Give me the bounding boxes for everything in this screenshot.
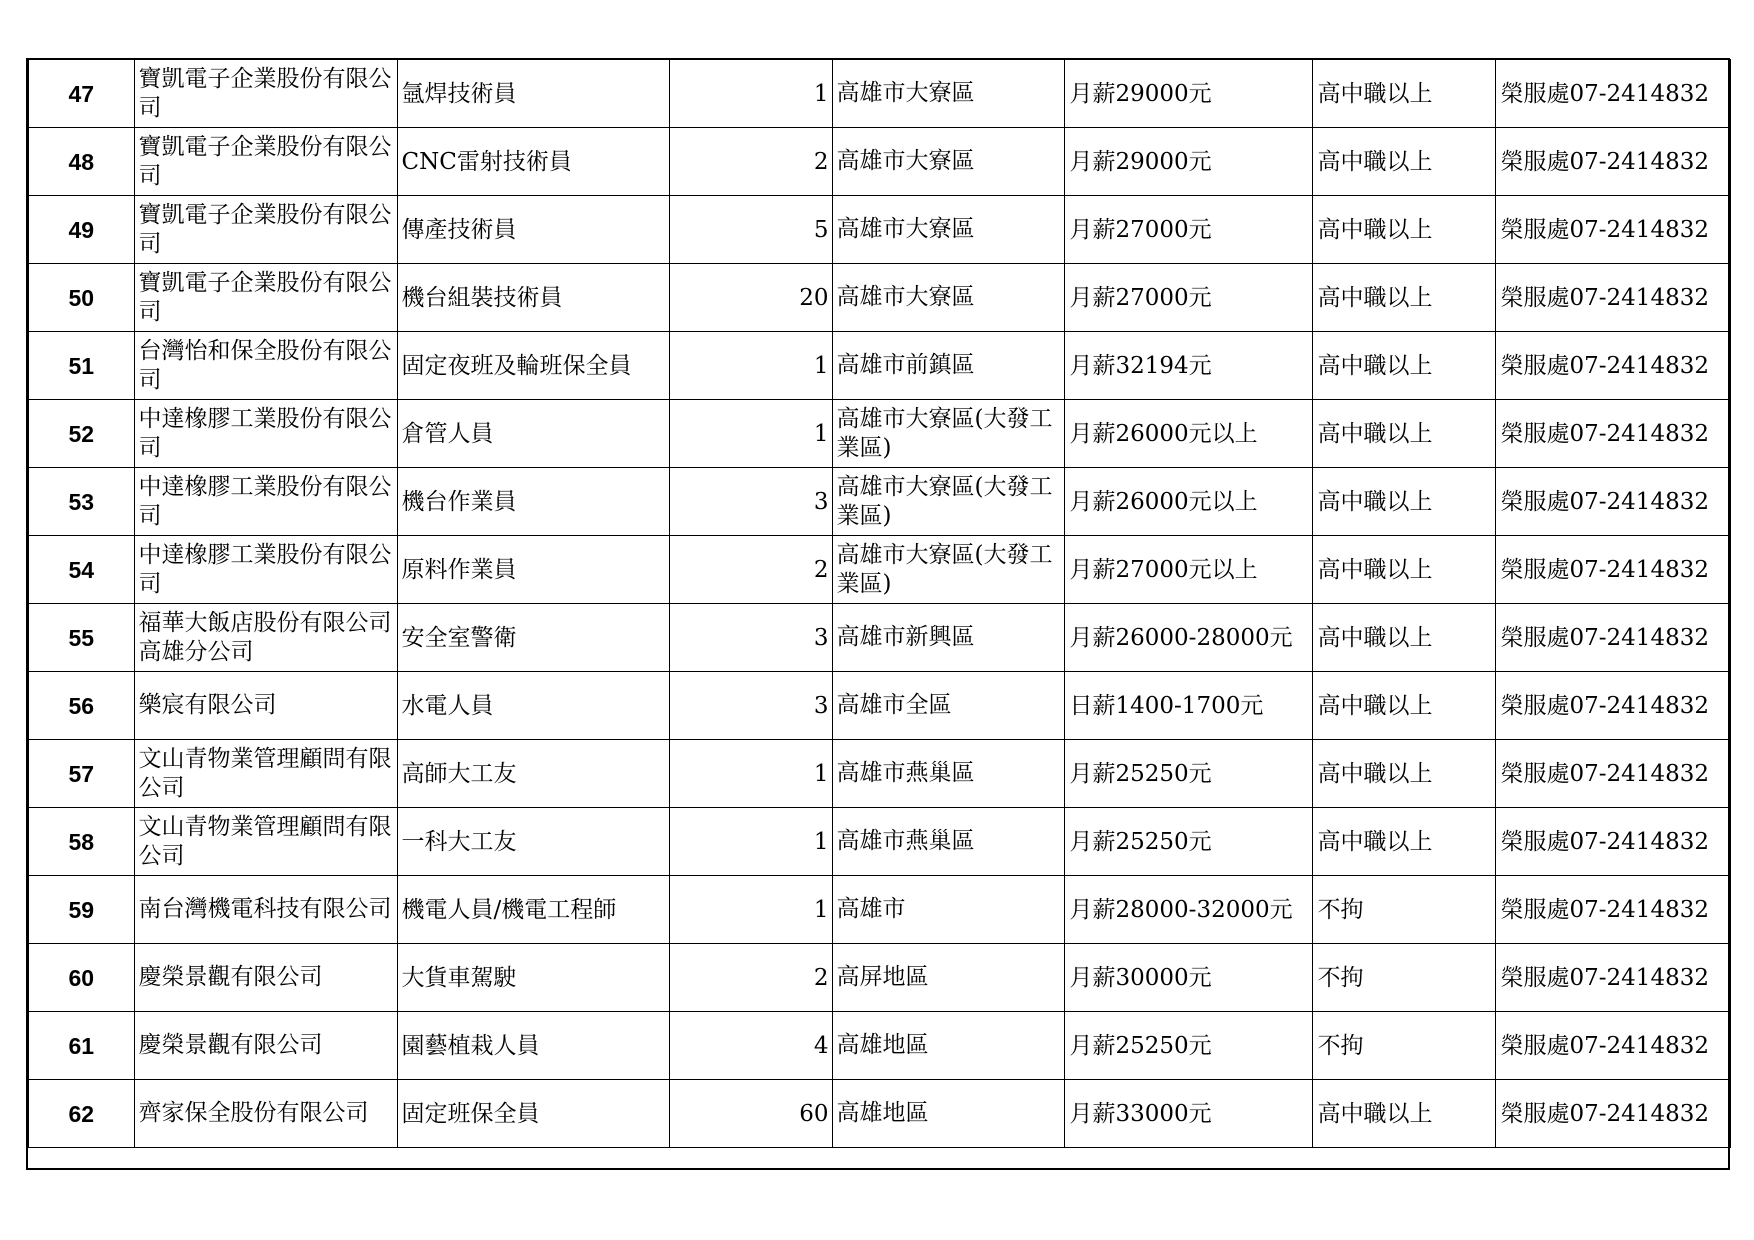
education-requirement-cell: 不拘 bbox=[1312, 876, 1495, 944]
headcount-cell: 60 bbox=[669, 1080, 832, 1148]
table-row bbox=[28, 196, 1730, 264]
contact-info-cell: 榮服處07-2414832 bbox=[1495, 400, 1730, 468]
job-title-cell: 機台作業員 bbox=[397, 468, 669, 536]
contact-info-cell: 榮服處07-2414832 bbox=[1495, 128, 1730, 196]
education-requirement-cell: 高中職以上 bbox=[1312, 196, 1495, 264]
salary-cell: 月薪26000元以上 bbox=[1064, 468, 1312, 536]
headcount-cell: 2 bbox=[669, 128, 832, 196]
headcount-cell: 20 bbox=[669, 264, 832, 332]
job-title-cell: CNC雷射技術員 bbox=[397, 128, 669, 196]
company-name-cell: 南台灣機電科技有限公司 bbox=[134, 876, 397, 944]
table-row bbox=[28, 332, 1730, 400]
contact-info-cell: 榮服處07-2414832 bbox=[1495, 944, 1730, 1012]
table-row bbox=[28, 468, 1730, 536]
company-name-cell: 文山青物業管理顧問有限公司 bbox=[134, 808, 397, 876]
salary-cell: 月薪32194元 bbox=[1064, 332, 1312, 400]
salary-cell: 月薪25250元 bbox=[1064, 808, 1312, 876]
work-location-cell: 高雄市大寮區(大發工業區) bbox=[832, 536, 1064, 604]
contact-info-cell: 榮服處07-2414832 bbox=[1495, 196, 1730, 264]
contact-info-cell: 榮服處07-2414832 bbox=[1495, 604, 1730, 672]
salary-cell: 月薪29000元 bbox=[1064, 60, 1312, 128]
company-name-cell: 慶榮景觀有限公司 bbox=[134, 944, 397, 1012]
salary-cell: 月薪30000元 bbox=[1064, 944, 1312, 1012]
work-location-cell: 高雄市新興區 bbox=[832, 604, 1064, 672]
company-name-cell: 中達橡膠工業股份有限公司 bbox=[134, 536, 397, 604]
row-number-cell: 60 bbox=[28, 944, 134, 1012]
headcount-cell: 2 bbox=[669, 944, 832, 1012]
headcount-cell: 3 bbox=[669, 672, 832, 740]
table-row bbox=[28, 604, 1730, 672]
job-title-cell: 傳產技術員 bbox=[397, 196, 669, 264]
headcount-cell: 3 bbox=[669, 604, 832, 672]
company-name-cell: 樂宸有限公司 bbox=[134, 672, 397, 740]
company-name-cell: 中達橡膠工業股份有限公司 bbox=[134, 468, 397, 536]
headcount-cell: 1 bbox=[669, 740, 832, 808]
education-requirement-cell: 高中職以上 bbox=[1312, 264, 1495, 332]
job-listing-table bbox=[27, 59, 1731, 1148]
salary-cell: 月薪25250元 bbox=[1064, 1012, 1312, 1080]
salary-cell: 月薪26000元以上 bbox=[1064, 400, 1312, 468]
row-number-cell: 57 bbox=[28, 740, 134, 808]
company-name-cell: 齊家保全股份有限公司 bbox=[134, 1080, 397, 1148]
education-requirement-cell: 高中職以上 bbox=[1312, 672, 1495, 740]
work-location-cell: 高雄市大寮區 bbox=[832, 128, 1064, 196]
education-requirement-cell: 高中職以上 bbox=[1312, 400, 1495, 468]
job-title-cell: 大貨車駕駛 bbox=[397, 944, 669, 1012]
job-title-cell: 園藝植栽人員 bbox=[397, 1012, 669, 1080]
work-location-cell: 高雄市全區 bbox=[832, 672, 1064, 740]
education-requirement-cell: 高中職以上 bbox=[1312, 60, 1495, 128]
table-row bbox=[28, 1080, 1730, 1148]
job-title-cell: 機台組裝技術員 bbox=[397, 264, 669, 332]
row-number-cell: 62 bbox=[28, 1080, 134, 1148]
headcount-cell: 2 bbox=[669, 536, 832, 604]
row-number-cell: 58 bbox=[28, 808, 134, 876]
job-title-cell: 氬焊技術員 bbox=[397, 60, 669, 128]
salary-cell: 月薪29000元 bbox=[1064, 128, 1312, 196]
work-location-cell: 高雄市大寮區 bbox=[832, 60, 1064, 128]
row-number-cell: 52 bbox=[28, 400, 134, 468]
job-title-cell: 安全室警衛 bbox=[397, 604, 669, 672]
contact-info-cell: 榮服處07-2414832 bbox=[1495, 468, 1730, 536]
education-requirement-cell: 不拘 bbox=[1312, 944, 1495, 1012]
table-row bbox=[28, 128, 1730, 196]
table-row bbox=[28, 400, 1730, 468]
headcount-cell: 1 bbox=[669, 808, 832, 876]
work-location-cell: 高屏地區 bbox=[832, 944, 1064, 1012]
job-title-cell: 原料作業員 bbox=[397, 536, 669, 604]
contact-info-cell: 榮服處07-2414832 bbox=[1495, 536, 1730, 604]
row-number-cell: 50 bbox=[28, 264, 134, 332]
contact-info-cell: 榮服處07-2414832 bbox=[1495, 332, 1730, 400]
company-name-cell: 寶凱電子企業股份有限公司 bbox=[134, 264, 397, 332]
work-location-cell: 高雄市大寮區(大發工業區) bbox=[832, 400, 1064, 468]
table-row bbox=[28, 876, 1730, 944]
job-title-cell: 高師大工友 bbox=[397, 740, 669, 808]
company-name-cell: 寶凱電子企業股份有限公司 bbox=[134, 128, 397, 196]
salary-cell: 日薪1400-1700元 bbox=[1064, 672, 1312, 740]
headcount-cell: 5 bbox=[669, 196, 832, 264]
work-location-cell: 高雄市 bbox=[832, 876, 1064, 944]
contact-info-cell: 榮服處07-2414832 bbox=[1495, 808, 1730, 876]
education-requirement-cell: 高中職以上 bbox=[1312, 604, 1495, 672]
headcount-cell: 1 bbox=[669, 332, 832, 400]
job-title-cell: 一科大工友 bbox=[397, 808, 669, 876]
company-name-cell: 寶凱電子企業股份有限公司 bbox=[134, 196, 397, 264]
job-title-cell: 固定班保全員 bbox=[397, 1080, 669, 1148]
company-name-cell: 福華大飯店股份有限公司高雄分公司 bbox=[134, 604, 397, 672]
headcount-cell: 4 bbox=[669, 1012, 832, 1080]
work-location-cell: 高雄地區 bbox=[832, 1012, 1064, 1080]
contact-info-cell: 榮服處07-2414832 bbox=[1495, 1012, 1730, 1080]
education-requirement-cell: 高中職以上 bbox=[1312, 332, 1495, 400]
company-name-cell: 台灣怡和保全股份有限公司 bbox=[134, 332, 397, 400]
salary-cell: 月薪26000-28000元 bbox=[1064, 604, 1312, 672]
row-number-cell: 54 bbox=[28, 536, 134, 604]
job-title-cell: 固定夜班及輪班保全員 bbox=[397, 332, 669, 400]
row-number-cell: 59 bbox=[28, 876, 134, 944]
row-number-cell: 51 bbox=[28, 332, 134, 400]
company-name-cell: 中達橡膠工業股份有限公司 bbox=[134, 400, 397, 468]
salary-cell: 月薪27000元以上 bbox=[1064, 536, 1312, 604]
row-number-cell: 53 bbox=[28, 468, 134, 536]
company-name-cell: 寶凱電子企業股份有限公司 bbox=[134, 60, 397, 128]
company-name-cell: 慶榮景觀有限公司 bbox=[134, 1012, 397, 1080]
salary-cell: 月薪28000-32000元 bbox=[1064, 876, 1312, 944]
education-requirement-cell: 高中職以上 bbox=[1312, 740, 1495, 808]
row-number-cell: 56 bbox=[28, 672, 134, 740]
salary-cell: 月薪33000元 bbox=[1064, 1080, 1312, 1148]
work-location-cell: 高雄市大寮區 bbox=[832, 196, 1064, 264]
table-row bbox=[28, 536, 1730, 604]
table-row bbox=[28, 944, 1730, 1012]
contact-info-cell: 榮服處07-2414832 bbox=[1495, 60, 1730, 128]
job-title-cell: 倉管人員 bbox=[397, 400, 669, 468]
table-row bbox=[28, 60, 1730, 128]
row-number-cell: 48 bbox=[28, 128, 134, 196]
education-requirement-cell: 高中職以上 bbox=[1312, 1080, 1495, 1148]
work-location-cell: 高雄市燕巢區 bbox=[832, 808, 1064, 876]
row-number-cell: 55 bbox=[28, 604, 134, 672]
salary-cell: 月薪27000元 bbox=[1064, 264, 1312, 332]
contact-info-cell: 榮服處07-2414832 bbox=[1495, 1080, 1730, 1148]
work-location-cell: 高雄市燕巢區 bbox=[832, 740, 1064, 808]
job-rows bbox=[28, 60, 1730, 1148]
work-location-cell: 高雄市大寮區(大發工業區) bbox=[832, 468, 1064, 536]
education-requirement-cell: 高中職以上 bbox=[1312, 536, 1495, 604]
contact-info-cell: 榮服處07-2414832 bbox=[1495, 672, 1730, 740]
job-title-cell: 機電人員/機電工程師 bbox=[397, 876, 669, 944]
salary-cell: 月薪25250元 bbox=[1064, 740, 1312, 808]
headcount-cell: 1 bbox=[669, 876, 832, 944]
contact-info-cell: 榮服處07-2414832 bbox=[1495, 876, 1730, 944]
row-number-cell: 61 bbox=[28, 1012, 134, 1080]
job-title-cell: 水電人員 bbox=[397, 672, 669, 740]
headcount-cell: 1 bbox=[669, 60, 832, 128]
table-row bbox=[28, 672, 1730, 740]
salary-cell: 月薪27000元 bbox=[1064, 196, 1312, 264]
headcount-cell: 3 bbox=[669, 468, 832, 536]
company-name-cell: 文山青物業管理顧問有限公司 bbox=[134, 740, 397, 808]
headcount-cell: 1 bbox=[669, 400, 832, 468]
work-location-cell: 高雄市大寮區 bbox=[832, 264, 1064, 332]
education-requirement-cell: 高中職以上 bbox=[1312, 468, 1495, 536]
table-row bbox=[28, 808, 1730, 876]
education-requirement-cell: 不拘 bbox=[1312, 1012, 1495, 1080]
work-location-cell: 高雄地區 bbox=[832, 1080, 1064, 1148]
contact-info-cell: 榮服處07-2414832 bbox=[1495, 740, 1730, 808]
row-number-cell: 47 bbox=[28, 60, 134, 128]
row-number-cell: 49 bbox=[28, 196, 134, 264]
contact-info-cell: 榮服處07-2414832 bbox=[1495, 264, 1730, 332]
table-row bbox=[28, 1012, 1730, 1080]
education-requirement-cell: 高中職以上 bbox=[1312, 128, 1495, 196]
table-row bbox=[28, 740, 1730, 808]
education-requirement-cell: 高中職以上 bbox=[1312, 808, 1495, 876]
table-row bbox=[28, 264, 1730, 332]
work-location-cell: 高雄市前鎮區 bbox=[832, 332, 1064, 400]
